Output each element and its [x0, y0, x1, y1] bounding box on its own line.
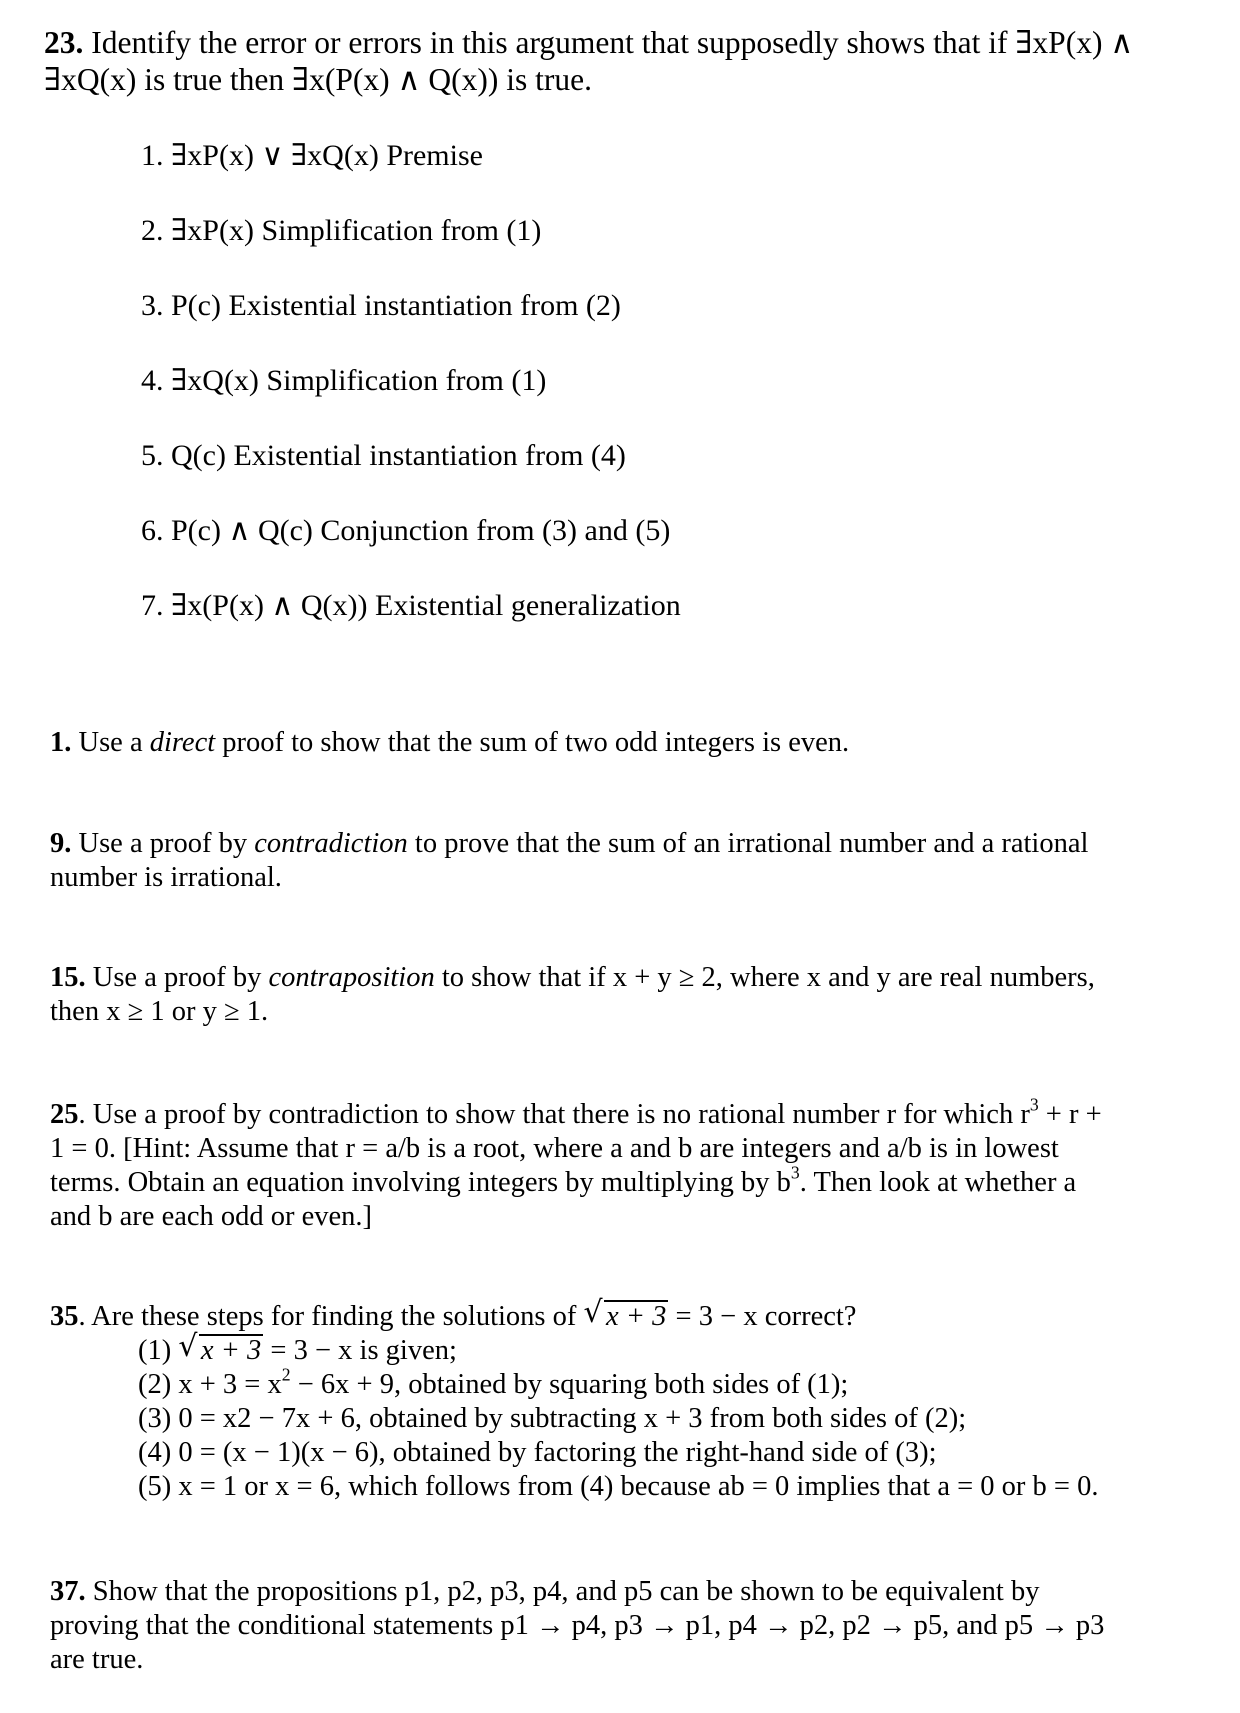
radicand: x + 3 — [200, 1335, 262, 1366]
q37-text-line1: Show that the propositions p1, p2, p3, p4, and p5 can be shown to be equivalent by — [85, 1576, 1040, 1607]
q1-emphasis: direct — [149, 727, 216, 758]
q35-step-4: (4) 0 = (x − 1)(x − 6), obtained by factoring the right-hand side of (3); — [138, 1437, 937, 1468]
q9-text-after: to prove that the sum of an irrational number and a rational — [407, 828, 1089, 859]
q35-number: 35 — [50, 1301, 79, 1332]
q1-text-before: Use a — [71, 727, 150, 758]
q23-step-3: 3. P(c) Existential instantiation from (2) — [141, 289, 621, 322]
q23-step-4: 4. ∃xQ(x) Simplification from (1) — [141, 364, 547, 397]
q25-exponent-2: 3 — [790, 1162, 800, 1183]
q35-step-2-text-b: − 6x + 9, obtained by squaring both sides of (1); — [290, 1369, 849, 1400]
q23-number: 23. — [44, 25, 84, 60]
q35-step-1 — [138, 1329, 457, 1368]
q37-statement — [50, 1575, 1240, 1677]
q15-number: 15. — [50, 962, 86, 993]
q25-text-line1b: + r + — [1038, 1099, 1102, 1130]
radical-sign-icon: √ — [583, 1295, 603, 1331]
q25-text-line1a: . Use a proof by contradiction to show that there is no rational number r for which r — [78, 1099, 1030, 1130]
q9-emphasis: contradiction — [254, 828, 408, 859]
q1-number: 1. — [50, 727, 72, 758]
q23-step-7: 7. ∃x(P(x) ∧ Q(x)) Existential generalization — [141, 589, 681, 622]
q23-step-1: 1. ∃xP(x) ∨ ∃xQ(x) Premise — [141, 139, 483, 172]
q35-step-3: (3) 0 = x2 − 7x + 6, obtained by subtracting x + 3 from both sides of (2); — [138, 1403, 967, 1434]
q25-number: 25 — [50, 1099, 79, 1130]
square-root-expression — [583, 1295, 669, 1334]
q25-text-line4: and b are each odd or even.] — [50, 1201, 373, 1232]
q37-number: 37. — [50, 1576, 86, 1607]
q9-text-line2: number is irrational. — [50, 862, 282, 893]
q35-intro-a: . Are these steps for finding the solutions of — [78, 1301, 584, 1332]
q23-step-6: 6. P(c) ∧ Q(c) Conjunction from (3) and (5) — [141, 514, 671, 547]
q35-step-1-text: = 3 − x is given; — [263, 1335, 457, 1366]
q35-statement — [50, 1295, 1240, 1334]
q35-step-2-exponent: 2 — [281, 1364, 291, 1385]
q35-intro-b: = 3 − x correct? — [668, 1301, 857, 1332]
q23-text-line2: ∃xQ(x) is true then ∃x(P(x) ∧ Q(x)) is true. — [44, 62, 592, 97]
radical-sign-icon: √ — [178, 1329, 198, 1365]
q35-step-2 — [138, 1364, 849, 1402]
square-root-expression — [178, 1329, 263, 1368]
q15-text-after: to show that if x + y ≥ 2, where x and y are real numbers, — [434, 962, 1095, 993]
q35-step-2-text-a: (2) x + 3 = x — [138, 1369, 282, 1400]
q25-text-line2: 1 = 0. [Hint: Assume that r = a/b is a root, where a and b are integers and a/b is in lowest — [50, 1133, 1059, 1164]
q15-statement — [50, 961, 1240, 1029]
q1-text-after: proof to show that the sum of two odd integers is even. — [215, 727, 850, 758]
q9-statement — [50, 827, 1240, 895]
q37-text-line3: are true. — [50, 1644, 144, 1675]
q15-text-line2: then x ≥ 1 or y ≥ 1. — [50, 996, 269, 1027]
q9-number: 9. — [50, 828, 72, 859]
q25-text-line3a: terms. Obtain an equation involving integers by multiplying by b — [50, 1167, 791, 1198]
q15-text-before: Use a proof by — [85, 962, 269, 993]
q25-text-line3b: . Then look at whether a — [799, 1167, 1077, 1198]
q35-step-1-label: (1) — [138, 1335, 179, 1366]
q37-text-line2: proving that the conditional statements p1 → p4, p3 → p1, p4 → p2, p2 → p5, and p5 → p3 — [50, 1610, 1105, 1641]
q35-step-5: (5) x = 1 or x = 6, which follows from (4) because ab = 0 implies that a = 0 or b = 0. — [138, 1471, 1099, 1502]
q23-text-line1: Identify the error or errors in this argument that supposedly shows that if ∃xP(x) ∧ — [83, 25, 1134, 60]
q25-statement — [50, 1094, 1240, 1234]
q9-text-before: Use a proof by — [71, 828, 255, 859]
q1-statement — [50, 726, 1240, 760]
q15-emphasis: contraposition — [268, 962, 435, 993]
q23-step-2: 2. ∃xP(x) Simplification from (1) — [141, 214, 542, 247]
q23-step-5: 5. Q(c) Existential instantiation from (4) — [141, 439, 626, 472]
q25-exponent-1: 3 — [1029, 1094, 1039, 1115]
radicand: x + 3 — [606, 1301, 667, 1332]
q23-statement — [44, 24, 1240, 98]
